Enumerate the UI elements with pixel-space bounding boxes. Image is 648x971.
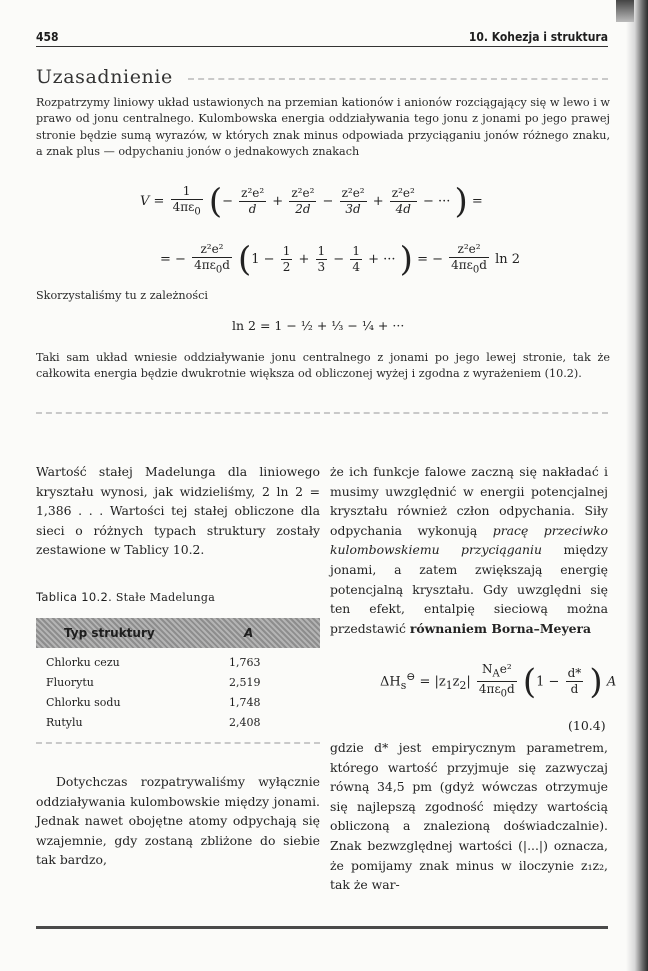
born-meyer-equation: $\Delta H_s^⊖ = |z_1z_2|$ $\frac{N_Ae^2}{4\pi\varepsilon_0d}$ (1 − $\frac{d*}{d}$ ) A	[380, 661, 617, 702]
table-header-structure: Typ struktury	[64, 626, 155, 640]
equation-1-lhs: V =	[140, 194, 165, 210]
page-bottom-rule	[36, 926, 608, 929]
title-dash-rule	[188, 78, 608, 80]
right-para1-emphasis: pracę przeciwko kulombowskiemu przyciąganiu	[330, 522, 608, 558]
eq-term-num-4: z²e²	[391, 186, 415, 201]
eq-term-den-3: 3d	[345, 202, 361, 217]
page-corner	[616, 0, 634, 22]
justification-paragraph-2: Skorzystaliśmy tu z zależności	[36, 289, 208, 302]
left-column-paragraph-2: Dotychczas rozpatrywaliśmy wyłącznie oddziaływania kulombowskie między jonami. Jednak nawet obojętne atomy odpychają się wzajemnie, gdy zostaną zbliżone do siebie tak bardzo,	[36, 774, 320, 868]
eq-term-den-2: 2d	[295, 202, 311, 217]
table-cell-value: 1,763	[229, 656, 261, 669]
table-header	[36, 618, 320, 648]
table-cell-value: 2,408	[229, 716, 261, 729]
table-end-dash-rule	[36, 742, 320, 744]
equation-2-result: ln 2	[495, 252, 521, 268]
ln-identity: ln 2 = 1 − ½ + ⅓ − ¼ + ···	[232, 318, 405, 333]
eq-term-den-1: d	[248, 202, 257, 217]
eq-term-num-2: z²e²	[291, 186, 315, 201]
table-caption	[36, 590, 215, 604]
right-column-paragraph-2: gdzie d* jest empirycznym parametrem, którego wartość przyjmuje się zazwyczaj równą 34,5 pm (gdyż wówczas otrzymuje się najlepszą zgodność między wartością obliczoną a znalezioną doświadczalnie). Znak bezwzględnej wartości (|...|) oznacza, że pomijamy znak minus w iloczynie z₁z₂, tak że war-	[330, 740, 608, 893]
header-rule	[36, 46, 608, 47]
equation-2: = − $\frac{\text{z²e²}}{4\pi\varepsilon_0d}$ (1 − $\frac{1}{2}$ + $\frac{1}{3}$ − $\frac{1}{4}$ + ··· ) = − $\frac{\text{z²e²}}{4\pi\varepsilon_0d}$ ln 2	[160, 239, 521, 280]
left-column-paragraph-1: Wartość stałej Madelunga dla liniowego kryształu wynosi, jak widzieliśmy, 2 ln 2 = 1,386 . . . Wartości tej stałej obliczone dla sieci o różnych typach struktury zostały zestawione w Tablicy 10.2.	[36, 464, 320, 558]
right-column-paragraph-1	[330, 462, 608, 638]
equation-1: V = $\frac{1}{4\pi\varepsilon_0}$ (− $\frac{\text{z²e²}}{d}$ + $\frac{\text{z²e²}}{2d}$ − $\frac{\text{z²e²}}{3d}$ + $\frac{\text{z²e²}}{4d}$ − ··· ) =	[140, 181, 483, 222]
table-row	[36, 716, 320, 736]
box-end-dash-rule	[36, 412, 608, 414]
justification-paragraph-1: Rozpatrzymy liniowy układ ustawionych na przemian kationów i anionów rozciągający się w lewo i w prawo od jonu centralnego. Kulombowska energia oddziaływania tego jonu z jonami po jego prawej stronie będzie sumą wyrazów, w których znak minus odpowiada przyciąganiu jonów różnego znaku, a znak plus — odpychaniu jonów o jednakowych znakach	[36, 96, 610, 158]
page-number: 458	[36, 30, 59, 44]
table-row	[36, 696, 320, 716]
table-label: Tablica 10.2.	[36, 590, 113, 604]
table-cell-name: Chlorku cezu	[46, 656, 120, 669]
table-row	[36, 676, 320, 696]
book-spine-shadow	[626, 0, 648, 971]
table-cell-value: 1,748	[229, 696, 261, 709]
eq-term-num-3: z²e²	[341, 186, 365, 201]
table-cell-name: Fluorytu	[46, 676, 94, 689]
table-cell-name: Rutylu	[46, 716, 83, 729]
equation-number: (10.4)	[568, 718, 606, 733]
table-cell-value: 2,519	[229, 676, 261, 689]
right-para1-a: że ich funkcje falowe zaczną się nakładać i musimy uwzględnić w energii potencjalnej kryształu również człon odpychania. Siły odpychania wykonują	[330, 464, 608, 538]
right-para1-b: między jonami, a zatem zwiększają energię potencjalną kryształu. Gdy uwzględni się ten efekt, entalpię sieciową można przedstawić	[330, 542, 608, 636]
table-row	[36, 656, 320, 676]
table-cell-name: Chlorku sodu	[46, 696, 121, 709]
born-meyer-term: równaniem Borna–Meyera	[409, 620, 592, 636]
chapter-title: 10. Kohezja i struktura	[468, 30, 608, 44]
table-caption-text: Stałe Madelunga	[115, 591, 216, 604]
eq-term-num-1: z²e²	[241, 186, 265, 201]
justification-paragraph-3: Taki sam układ wniesie oddziaływanie jonu centralnego z jonami po jego lewej stronie, tak że całkowita energia będzie dwukrotnie większa od obliczonej wyżej i zgodna z wyrażeniem (10.2).	[36, 351, 610, 381]
table-header-constant: A	[244, 626, 254, 640]
justification-title: Uzasadnienie	[36, 66, 173, 88]
eq-term-den-4: 4d	[395, 202, 411, 217]
